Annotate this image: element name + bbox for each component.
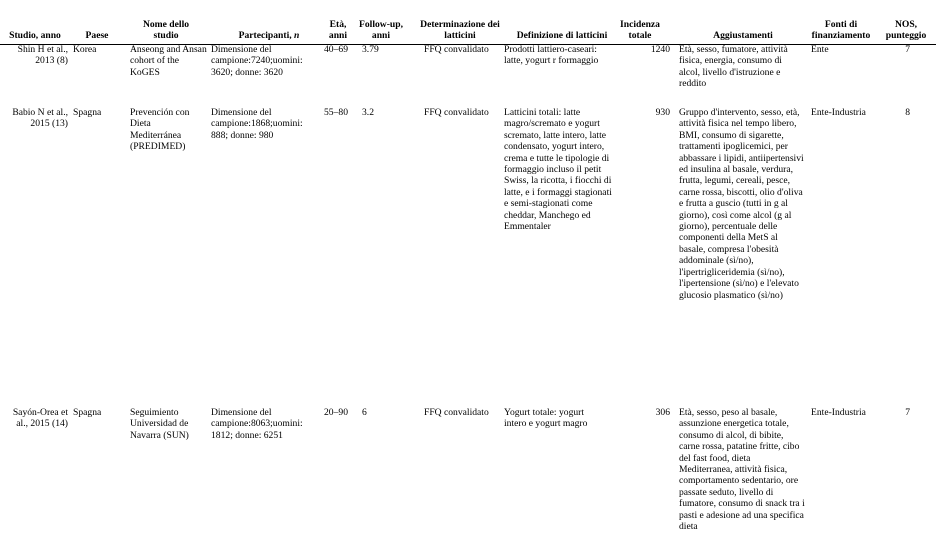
- header-nome: Nome dello studio: [142, 19, 190, 41]
- row1-definizione: Prodotti lattiero-caseari: latte, yogurt r formaggio: [504, 44, 599, 67]
- row3-nos: 7: [905, 407, 910, 418]
- row2-determinazione: FFQ convalidato: [424, 107, 489, 118]
- header-definizione: Definizione di latticini: [516, 30, 608, 41]
- row2-follow: 3.2: [362, 107, 374, 118]
- header-paese: Paese: [85, 30, 109, 41]
- row1-studio: Shin H et al., 2013 (8): [17, 44, 68, 67]
- row2-studio: Babio N et al., 2015 (13): [12, 107, 68, 130]
- row3-incidenza: 306: [655, 407, 670, 418]
- row1-aggiustamenti: Età, sesso, fumatore, attività fisica, energia, consumo di alcol, livello d'istruzione e reddito: [679, 44, 788, 90]
- row2-paese: Spagna: [73, 107, 102, 118]
- row3-studio: Sayón-Orea et al., 2015 (14): [12, 407, 68, 430]
- row2-definizione: Latticini totali: latte magro/scremato e yogurt scremato, latte intero, latte condensato, yogurt intero, crema e tutte le tipologie di formaggio incluso il petit Swiss, la ricotta, i fiocchi di latte, e i formaggi stagionati e semi-stagionati come cheddar, Manchego ed Emmentaler: [504, 107, 612, 233]
- header-partecipanti-label: Partecipanti,: [238, 30, 292, 41]
- row2-incidenza: 930: [655, 107, 670, 118]
- row3-follow: 6: [362, 407, 367, 418]
- header-studio: Studio, anno: [9, 30, 61, 41]
- row2-fonti: Ente-Industria: [811, 107, 866, 118]
- row3-determinazione: FFQ convalidato: [424, 407, 489, 418]
- row3-paese: Spagna: [73, 407, 102, 418]
- header-partecipanti: [210, 31, 328, 42]
- row3-partecipanti: Dimensione del campione:8063;uomini: 1812; donne: 6251: [211, 407, 303, 441]
- row1-partecipanti: Dimensione del campione:7240;uomini: 3620; donne: 3620: [211, 44, 303, 78]
- row3-eta: 20–90: [324, 407, 348, 418]
- row2-nome: Prevención con Dieta Mediterránea (PREDIMED): [130, 107, 190, 153]
- header-fonti: Fonti di finanziamento: [811, 19, 871, 41]
- row2-eta: 55–80: [324, 107, 348, 118]
- row3-definizione: Yogurt totale: yogurt intero e yogurt magro: [504, 407, 588, 430]
- row3-aggiustamenti: Età, sesso, peso al basale, assunzione energetica totale, consumo di alcol, di bibite, carne rossa, patatine fritte, cibo del fast food, dieta Mediterranea, attività fisica, comportamento sedentario, ore passate seduto, livello di fumatore, consumo di snack tra i pasti e adesione ad una specifica dieta: [679, 407, 805, 533]
- header-determinazione: Determinazione dei latticini: [420, 19, 500, 41]
- header-incidenza: Incidenza totale: [620, 19, 660, 41]
- row3-fonti: Ente-Industria: [811, 407, 866, 418]
- row1-fonti: Ente: [811, 44, 829, 55]
- header-eta: Età, anni: [328, 19, 348, 41]
- row2-aggiustamenti: Gruppo d'intervento, sesso, età, attività fisica nel tempo libero, BMI, consumo di sigarette, trattamenti ipoglicemici, per abbassare i lipidi, antiipertensivi ed insulina al basale, verdura, frutta, legumi, cereali, pesce, carne rossa, biscotti, olio d'oliva e frutta a guscio (tutti in g al giorno), così come alcol (g al giorno), percentuale delle componenti della MetS al basale, compresa l'obesità addominale (sì/no), l'ipertrigliceridemia (sì/no), l'ipertensione (sì/no) e l'elevato glucosio plasmatico (sì/no): [679, 107, 804, 301]
- row1-nome: Anseong and Ansan cohort of the KoGES: [130, 44, 207, 78]
- header-partecipanti-n: n: [294, 30, 300, 41]
- header-aggiustamenti: Aggiustamenti: [713, 30, 773, 41]
- row1-nos: 7: [905, 44, 910, 55]
- header-follow: Follow-up, anni: [359, 19, 403, 41]
- row2-partecipanti: Dimensione del campione:1868;uomini: 888; donne: 980: [211, 107, 303, 141]
- row2-nos: 8: [905, 107, 910, 118]
- row1-follow: 3.79: [362, 44, 379, 55]
- row1-determinazione: FFQ convalidato: [424, 44, 489, 55]
- row3-nome: Seguimiento Universidad de Navarra (SUN): [130, 407, 189, 441]
- row1-incidenza: 1240: [650, 44, 670, 55]
- header-nos: NOS, punteggio: [885, 19, 927, 41]
- row1-paese: Korea: [73, 44, 97, 55]
- row1-eta: 40–69: [324, 44, 348, 55]
